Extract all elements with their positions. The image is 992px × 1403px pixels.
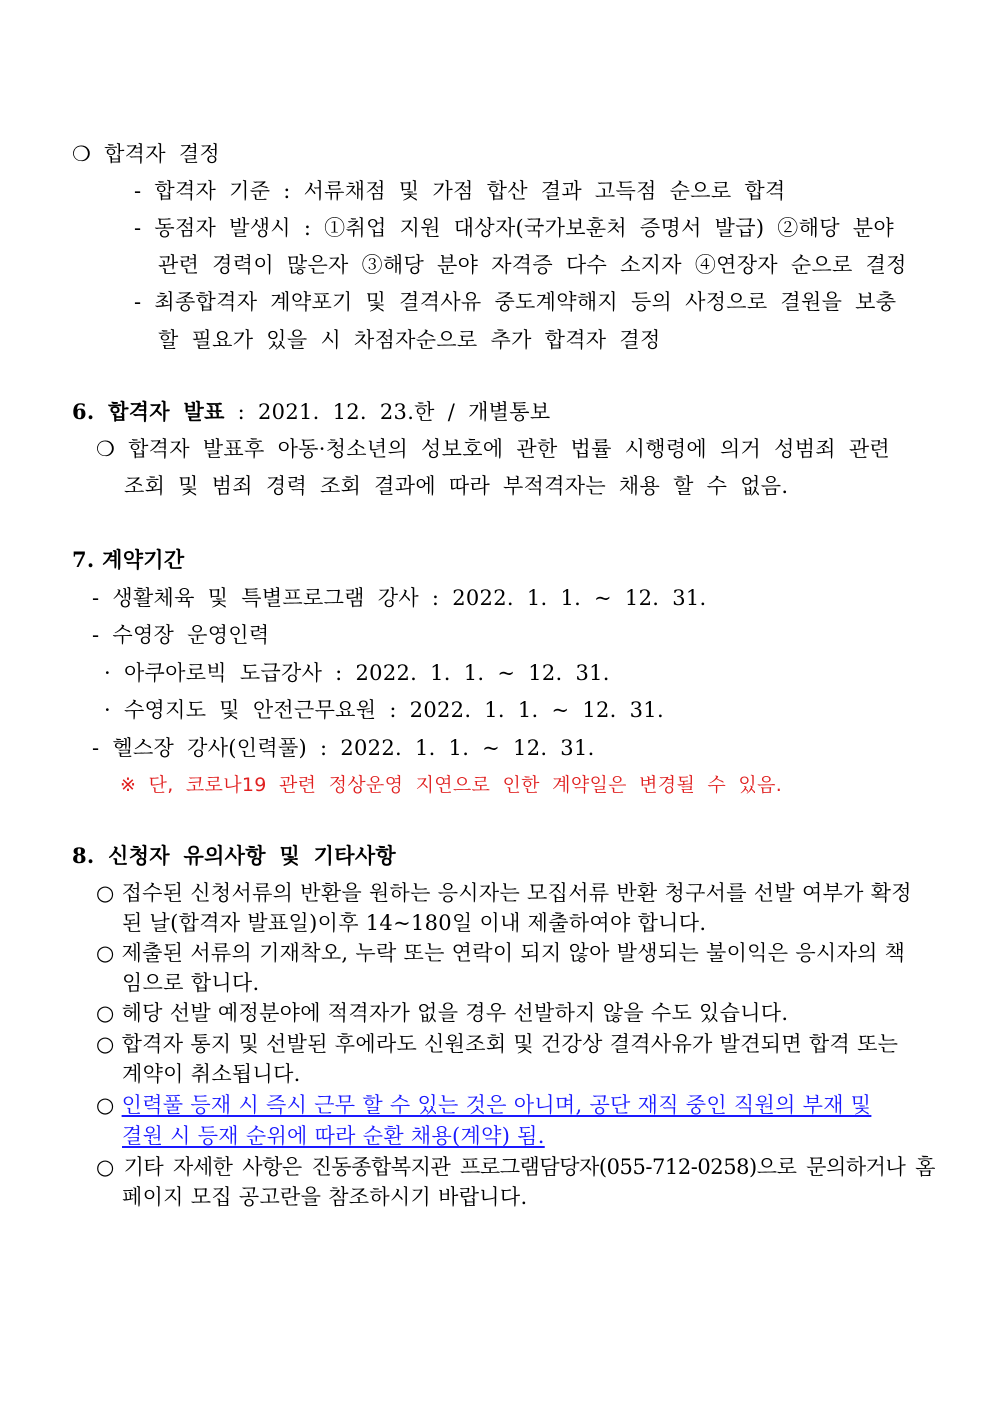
notice-1-continuation: 된 날(합격자 발표일)이후 14~180일 이내 제출하여야 합니다. [122,911,707,935]
section-6-title-label: 6. 합격자 발표 [72,399,225,424]
contract-item-sports: - 생활체육 및 특별프로그램 강사 : 2022. 1. 1. ~ 12. 31. [92,586,707,610]
notice-2-continuation: 임으로 합니다. [122,971,260,995]
contract-item-aquarobics: · 아쿠아로빅 도급강사 : 2022. 1. 1. ~ 12. 31. [104,661,610,685]
vacancy-rule-bullet: - 최종합격자 계약포기 및 결격사유 중도계약해지 등의 사정으로 결원을 보충 [134,290,897,314]
section-8-title: 8. 신청자 유의사항 및 기타사항 [72,843,396,868]
pass-decision-heading: ❍ 합격자 결정 [72,142,221,166]
notice-3: ○ 헤당 선발 예정분야에 적격자가 없을 경우 선발하지 않을 수도 있습니다. [96,1001,789,1025]
tie-rule-bullet: - 동점자 발생시 : ①취업 지원 대상자(국가보훈처 증명서 발급) ②해당 분야 [134,216,894,240]
notice-5-text: 인력풀 등재 시 즉시 근무 할 수 있는 것은 아니며, 공단 재직 중인 직원의 부재 및 [121,1093,872,1117]
notice-4-continuation: 계약이 취소됩니다. [122,1062,301,1086]
tie-rule-continuation: 관련 경력이 많은자 ③해당 분야 자격증 다수 소지자 ④연장자 순으로 결정 [158,253,907,277]
notice-5-bullet: ○ [96,1093,122,1117]
notice-5-continuation: 결원 시 등재 순위에 따라 순환 채용(계약) 됨. [122,1124,545,1148]
notice-1: ○ 접수된 신청서류의 반환을 원하는 응시자는 모집서류 반환 청구서를 선발 여부가 확정 [96,881,912,905]
section-6-note: ❍ 합격자 발표후 아동·청소년의 성보호에 관한 법률 시행령에 의거 성범죄 관련 [96,437,891,461]
contract-item-gym: - 헬스장 강사(인력풀) : 2022. 1. 1. ~ 12. 31. [92,736,595,760]
notice-4: ○ 합격자 통지 및 선발된 후에라도 신원조회 및 건강상 결격사유가 발견되면 합격 또는 [96,1032,899,1056]
contract-item-lifeguard: · 수영지도 및 안전근무요원 : 2022. 1. 1. ~ 12. 31. [104,698,664,722]
notice-2: ○ 제출된 서류의 기재착오, 누락 또는 연락이 되지 않아 발생되는 불이익은 응시자의 책 [96,941,906,965]
notice-5 [96,1092,871,1118]
vacancy-rule-continuation: 할 필요가 있을 시 차점자순으로 추가 합격자 결정 [158,328,661,352]
pass-criteria-bullet: - 합격자 기준 : 서류채점 및 가점 합산 결과 고득점 순으로 합격 [134,179,786,203]
notice-6: ○ 기타 자세한 사항은 진동종합복지관 프로그램담당자(055-712-0258)으로 문의하거나 홈 [96,1155,935,1179]
notice-6-continuation: 페이지 모집 공고란을 참조하시기 바랍니다. [122,1185,528,1209]
section-6-title [72,399,550,425]
section-6-note-continuation: 조회 및 범죄 경력 조회 결과에 따라 부적격자는 채용 할 수 없음. [124,474,789,498]
section-7-title: 7. 계약기간 [72,547,185,572]
contract-covid-note: ※ 단, 코로나19 관련 정상운영 지연으로 인한 계약일은 변경될 수 있음. [120,774,783,796]
contract-item-pool: - 수영장 운영인력 [92,623,270,647]
section-6-title-date: : 2021. 12. 23.한 / 개별통보 [224,400,551,424]
